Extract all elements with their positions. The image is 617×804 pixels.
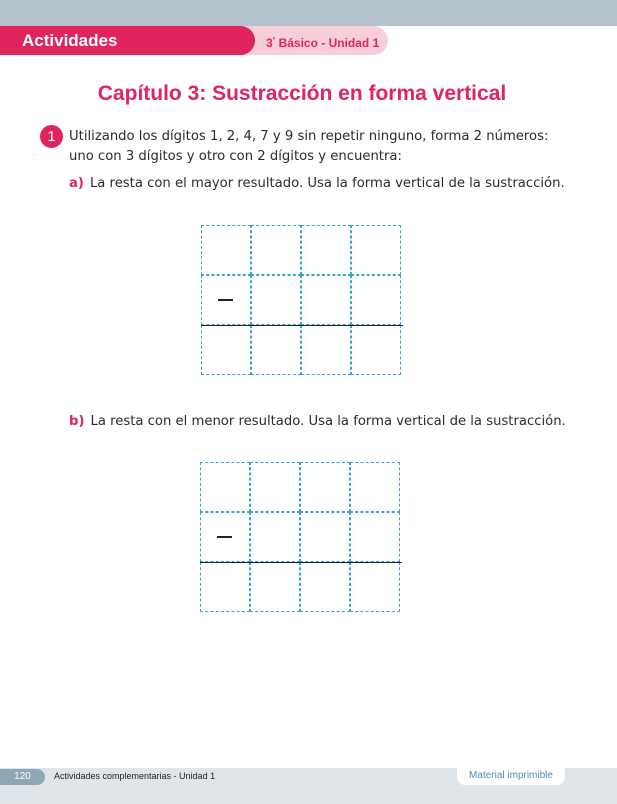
question-number-badge: 1 [40, 125, 63, 148]
answer-cell[interactable] [351, 275, 401, 325]
answer-cell[interactable] [200, 562, 250, 612]
answer-cell[interactable] [250, 512, 300, 562]
part-a [69, 176, 565, 191]
part-a-label: a) [69, 176, 84, 191]
answer-cell[interactable] [200, 462, 250, 512]
result-line [201, 325, 403, 326]
footer-text: Actividades complementarias - Unidad 1 [54, 771, 216, 781]
part-b-label: b) [69, 414, 85, 429]
section-title: Actividades complementarias [0, 26, 255, 55]
answer-cell[interactable] [250, 462, 300, 512]
part-b [69, 414, 566, 429]
answer-cell[interactable] [301, 275, 351, 325]
minus-sign [218, 299, 233, 301]
answer-cell[interactable] [301, 325, 351, 375]
answer-cell[interactable] [300, 512, 350, 562]
grade-unit-label: $3^º$ Básico - Unidad 1 [230, 26, 388, 55]
answer-cell[interactable] [300, 462, 350, 512]
answer-cell[interactable] [351, 225, 401, 275]
answer-cell[interactable] [251, 225, 301, 275]
answer-cell[interactable] [300, 562, 350, 612]
top-band [0, 0, 617, 26]
answer-cell[interactable] [251, 325, 301, 375]
question-line-2: uno con 3 dígitos y otro con 2 dígitos y encuentra: [69, 149, 402, 164]
answer-cell[interactable] [351, 325, 401, 375]
answer-cell[interactable] [350, 562, 400, 612]
answer-cell[interactable] [350, 462, 400, 512]
result-line [200, 562, 402, 563]
subtraction-grid-b [200, 462, 402, 614]
answer-cell[interactable] [201, 325, 251, 375]
part-b-text: La resta con el menor resultado. Usa la forma vertical de la sustracción. [90, 414, 566, 429]
printable-material-tag: Material imprimible [457, 768, 565, 785]
question-statement [69, 127, 589, 167]
question-line-1: Utilizando los dígitos 1, 2, 4, 7 y 9 sin repetir ninguno, forma 2 números: [69, 129, 549, 144]
page-number: 120 [0, 769, 45, 785]
subtraction-grid-a [201, 225, 403, 377]
minus-sign [217, 536, 232, 538]
part-a-text: La resta con el mayor resultado. Usa la forma vertical de la sustracción. [89, 176, 565, 191]
answer-cell[interactable] [201, 225, 251, 275]
answer-cell[interactable] [350, 512, 400, 562]
answer-cell[interactable] [251, 275, 301, 325]
answer-cell[interactable] [250, 562, 300, 612]
answer-cell[interactable] [301, 225, 351, 275]
chapter-title: Capítulo 3: Sustracción en forma vertical [97, 82, 507, 105]
